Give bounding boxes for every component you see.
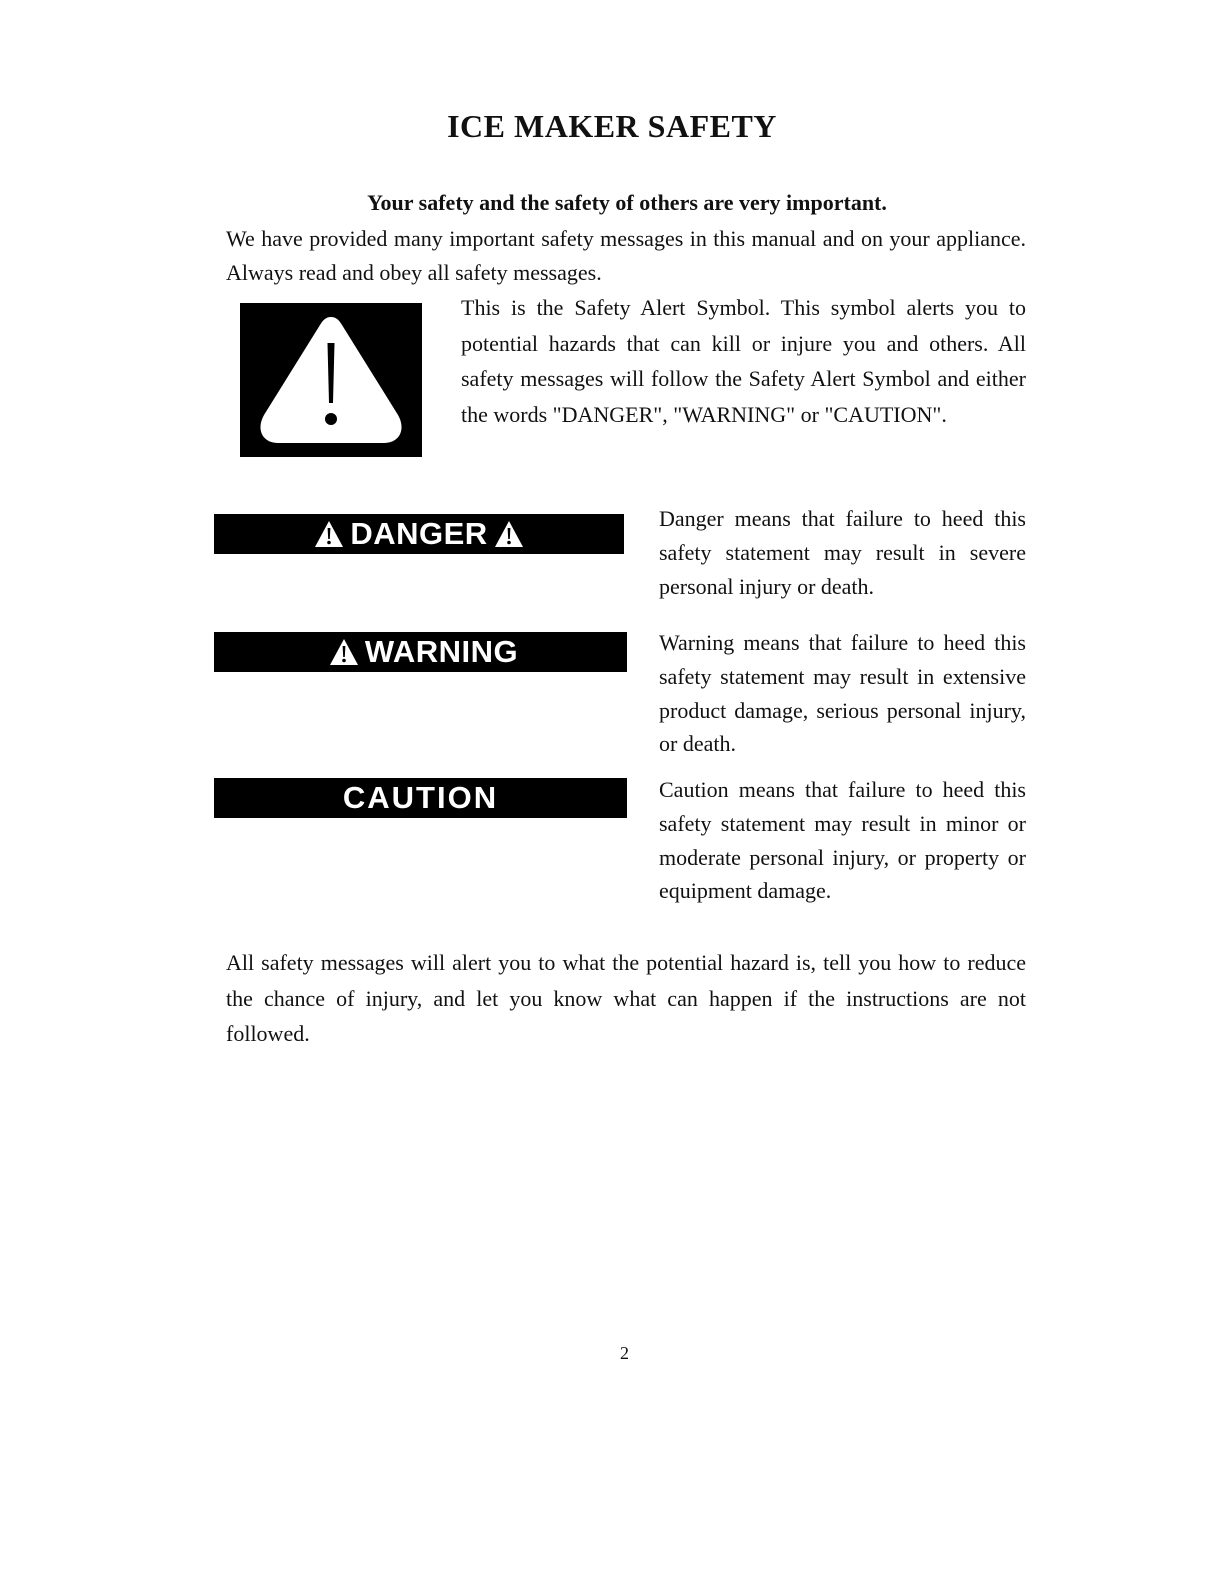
warning-triangle-icon [494,520,524,548]
page-title: ICE MAKER SAFETY [447,108,777,144]
warning-banner [214,632,627,672]
warning-description: Warning means that failure to heed this safety statement may result in extensive product damage, serious personal injury, or death. [659,630,1026,757]
caution-banner [214,778,627,818]
danger-banner [214,514,624,554]
danger-description: Danger means that failure to heed this safety statement may result in severe personal injury or death. [659,506,1026,599]
warning-label: WARNING [364,634,519,669]
intro-paragraph: We have provided many important safety messages in this manual and on your appliance. Always read and obey all safety messages. [226,226,1026,285]
safety-alert-icon [240,303,422,457]
caution-description: Caution means that failure to heed this safety statement may result in minor or moderate personal injury, or property or equipment damage. [659,777,1026,904]
closing-paragraph: All safety messages will alert you to what the potential hazard is, tell you how to reduce the chance of injury, and let you know what can happen if the instructions are not followed. [226,950,1026,1046]
warning-triangle-icon [314,520,344,548]
subtitle: Your safety and the safety of others are very important. [367,190,887,215]
caution-label: CAUTION [342,780,499,815]
page-number: 2 [620,1343,629,1363]
danger-label: DANGER [350,516,488,551]
alert-symbol-description: This is the Safety Alert Symbol. This symbol alerts you to potential hazards that can kill or injure you and others. All safety messages will follow the Safety Alert Symbol and either the words "DANGER", "WARNING" or "CAUTION". [461,295,1026,427]
warning-triangle-icon [329,638,359,666]
